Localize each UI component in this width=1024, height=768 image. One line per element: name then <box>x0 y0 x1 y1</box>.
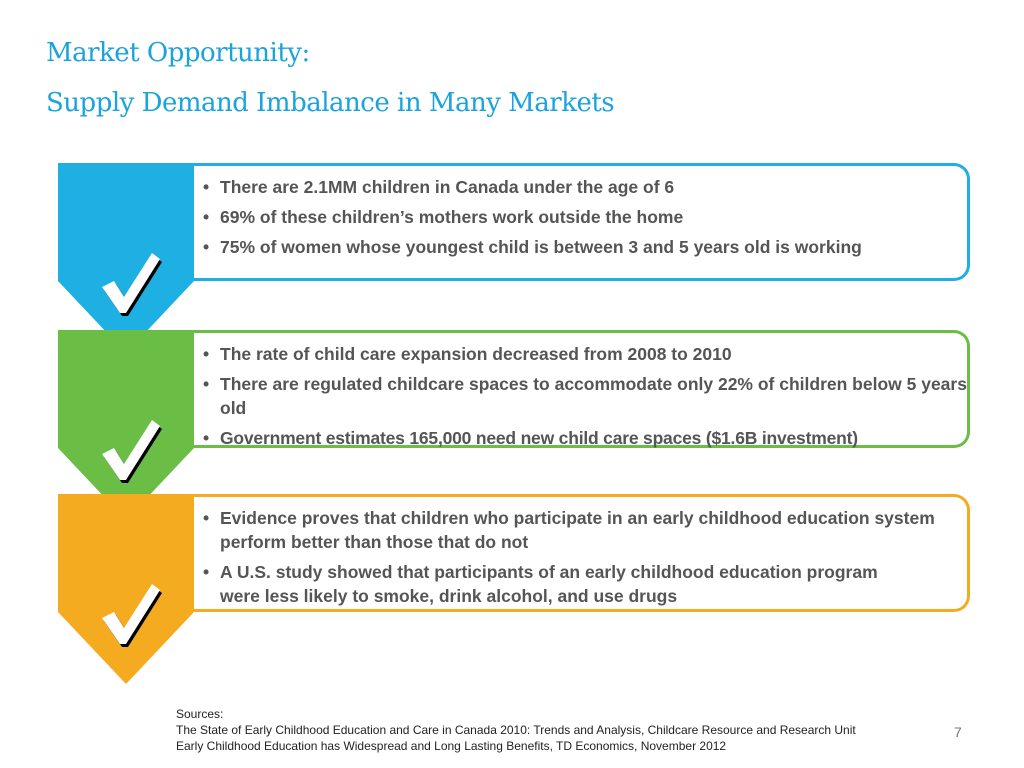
checkmark-icon <box>96 578 162 648</box>
panel-childcare-demand <box>58 163 976 353</box>
slide-subtitle: Supply Demand Imbalance in Many Markets <box>46 88 615 118</box>
checkmark-icon <box>96 414 162 484</box>
sources-footnote <box>176 706 856 754</box>
bullet-item: • Government estimates 165,000 need new child care spaces ($1.6B investment) <box>198 426 980 450</box>
bullet-item: • A U.S. study showed that participants of an early childhood education program were less likely to smoke, drink alcohol, and use drugs <box>198 560 920 608</box>
panel-education-benefits <box>58 494 976 684</box>
panel-childcare-supply <box>58 330 976 520</box>
bullet-item: • The rate of child care expansion decreased from 2008 to 2010 <box>198 342 980 366</box>
sources-heading: Sources: <box>176 707 224 721</box>
page-number: 7 <box>954 724 962 740</box>
bullet-item: • 75% of women whose youngest child is between 3 and 5 years old is working <box>198 235 862 259</box>
slide-title: Market Opportunity: <box>46 38 310 68</box>
source-item: Early Childhood Education has Widespread and Long Lasting Benefits, TD Economics, November 2012 <box>176 739 727 753</box>
bullet-item: • 69% of these children’s mothers work outside the home <box>198 205 862 229</box>
source-item: The State of Early Childhood Education and Care in Canada 2010: Trends and Analysis, Childcare Resource and Research Unit <box>176 723 856 737</box>
bullet-item: • There are 2.1MM children in Canada under the age of 6 <box>198 175 862 199</box>
bullet-item: • There are regulated childcare spaces to accommodate only 22% of children below 5 years old <box>198 372 980 420</box>
bullet-item: • Evidence proves that children who participate in an early childhood education system perform better than those that do not <box>198 506 980 554</box>
checkmark-icon <box>96 247 162 317</box>
